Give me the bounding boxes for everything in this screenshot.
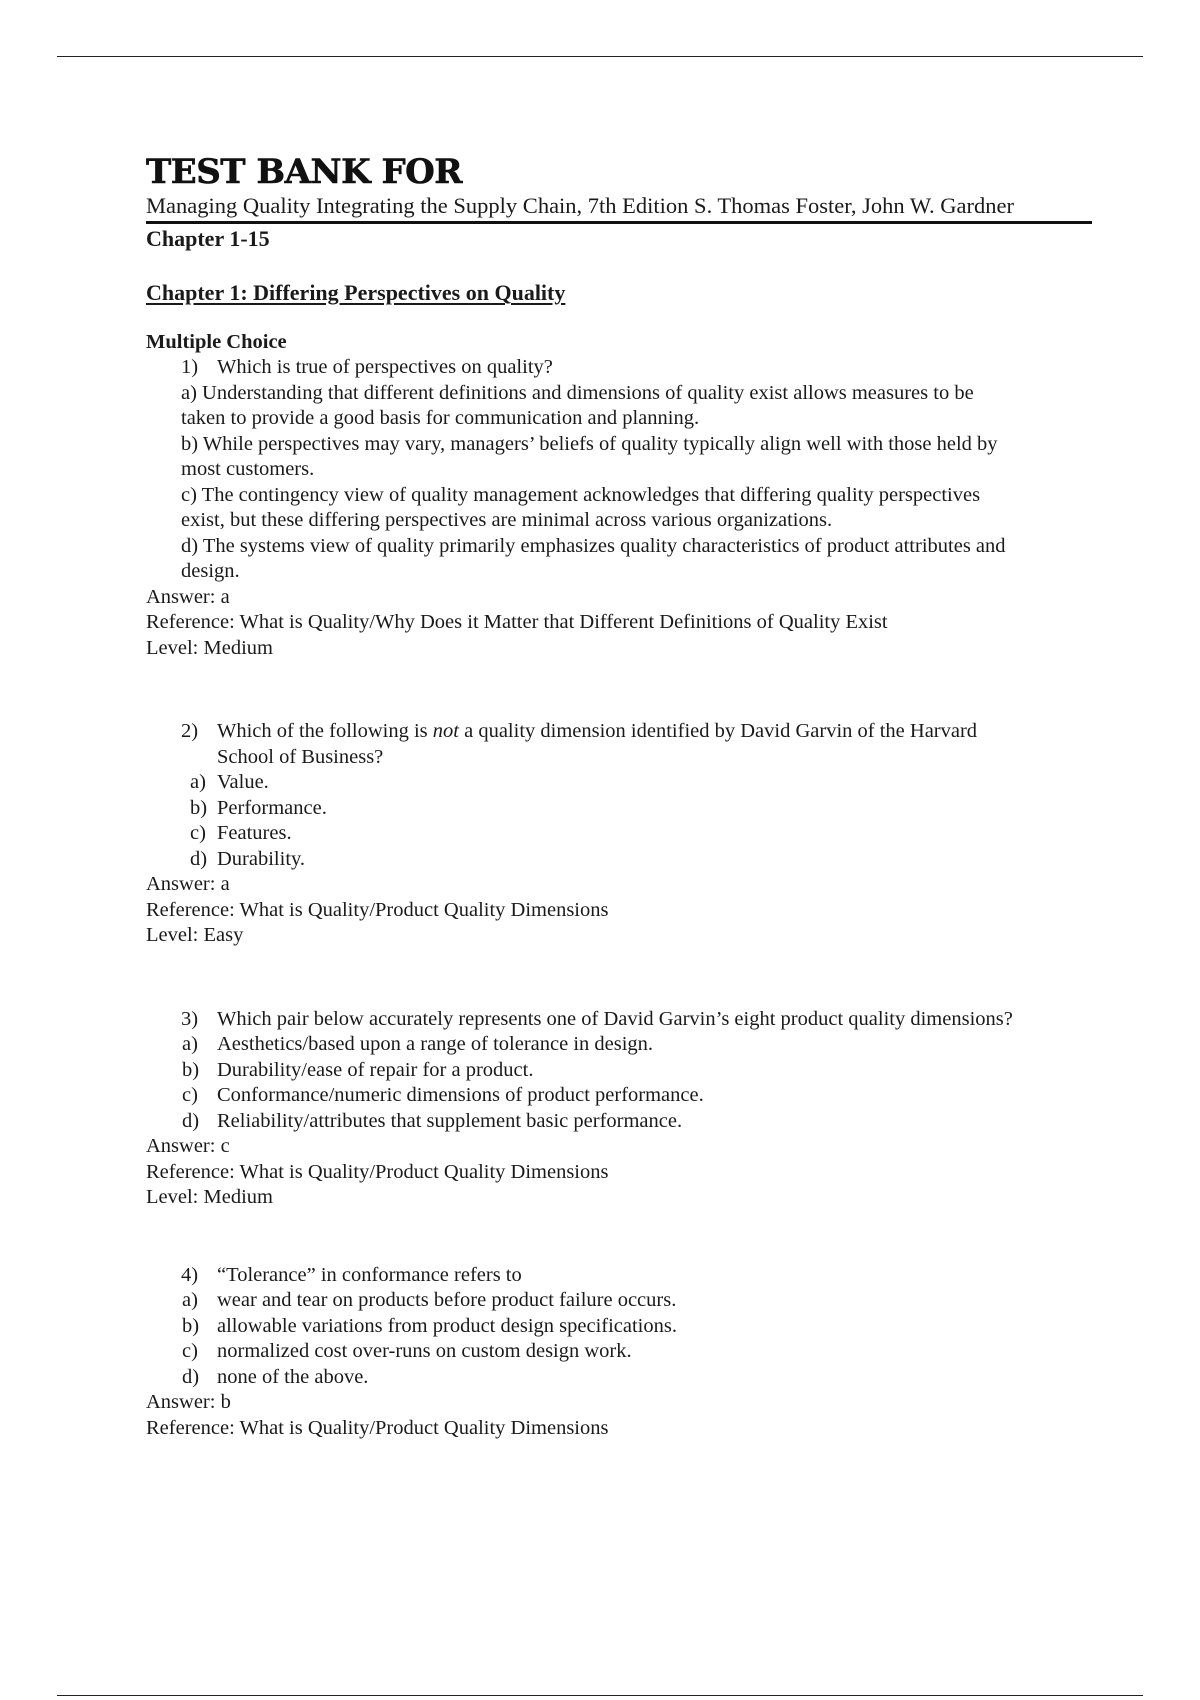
- question-stem: [146, 1007, 1106, 1033]
- level-line: Level: Medium: [146, 636, 273, 659]
- question-number: 1): [181, 356, 199, 378]
- option-letter: b): [182, 1058, 200, 1081]
- option-text: Features.: [217, 822, 292, 844]
- book-title: Managing Quality Integrating the Supply Chain, 7th Edition S. Thomas Foster, John W. Gardner: [146, 193, 1014, 218]
- section-label: Multiple Choice: [146, 331, 287, 353]
- question-spacer: [146, 661, 1106, 719]
- level-line: Level: Easy: [146, 924, 244, 946]
- question-2: [146, 719, 1106, 949]
- question-text-part: Which of the following is: [217, 720, 433, 742]
- option-text: normalized cost over-runs on custom design work.: [217, 1340, 632, 1362]
- option-letter: c): [182, 1084, 198, 1106]
- option-text: Performance.: [217, 796, 327, 819]
- reference-line: Reference: What is Quality/Product Quality Dimensions: [146, 1160, 609, 1183]
- option-line: design.: [181, 560, 240, 582]
- options-block: [146, 381, 1106, 585]
- question-text: [217, 719, 1106, 770]
- option-a: [146, 770, 1106, 796]
- option-line: b) While perspectives may vary, managers’ beliefs of quality typically align well with those held by: [181, 432, 998, 455]
- level-line: Level: Medium: [146, 1186, 273, 1208]
- question-3: [146, 1007, 1106, 1211]
- option-b: [146, 1058, 1106, 1084]
- option-c: [146, 1339, 1106, 1365]
- top-rule: [57, 56, 1143, 57]
- option-line: taken to provide a good basis for communication and planning.: [181, 407, 700, 429]
- chapter-heading: Chapter 1: Differing Perspectives on Quality: [146, 280, 566, 305]
- question-stem: [146, 719, 1106, 770]
- question-number: 2): [181, 720, 199, 742]
- option-c: [146, 1083, 1106, 1109]
- option-letter: c): [182, 1340, 198, 1362]
- option-text: wear and tear on products before product failure occurs.: [217, 1289, 677, 1311]
- option-text: Durability.: [217, 847, 306, 870]
- answer-line: Answer: a: [146, 585, 230, 608]
- option-a: [146, 1032, 1106, 1058]
- answer-line: Answer: a: [146, 873, 230, 895]
- question-text-part: a quality dimension identified by David Garvin of the Harvard: [458, 720, 978, 742]
- option-text: none of the above.: [217, 1365, 369, 1388]
- option-d: [146, 1365, 1106, 1391]
- answer-line: Answer: c: [146, 1135, 230, 1157]
- question-number: 3): [181, 1007, 199, 1030]
- option-letter: b): [182, 1314, 200, 1337]
- option-d: [146, 847, 1106, 873]
- question-number: 4): [181, 1263, 199, 1286]
- option-letter: d): [190, 847, 208, 870]
- option-b: [146, 796, 1106, 822]
- question-spacer: [146, 1211, 1106, 1263]
- page-content: [146, 152, 1106, 1441]
- option-letter: a): [190, 771, 206, 793]
- option-letter: b): [190, 796, 208, 819]
- option-d: [146, 1109, 1106, 1135]
- option-a: [146, 1288, 1106, 1314]
- bottom-rule: [57, 1695, 1143, 1696]
- option-line: exist, but these differing perspectives are minimal across various organizations.: [181, 509, 833, 531]
- option-line: a) Understanding that different definitions and dimensions of quality exist allows measures to be: [181, 381, 974, 404]
- question-text: “Tolerance” in conformance refers to: [217, 1263, 522, 1286]
- option-line: most customers.: [181, 458, 315, 480]
- option-letter: d): [182, 1109, 200, 1132]
- question-spacer: [146, 949, 1106, 1007]
- option-letter: d): [182, 1365, 200, 1388]
- question-text: Which pair below accurately represents one of David Garvin’s eight product quality dimensions?: [217, 1007, 1013, 1030]
- option-b: [146, 1314, 1106, 1340]
- question-stem: [146, 1263, 1106, 1289]
- option-letter: a): [182, 1289, 198, 1311]
- answer-line: Answer: b: [146, 1391, 231, 1413]
- option-text: allowable variations from product design specifications.: [217, 1314, 677, 1337]
- option-text: Conformance/numeric dimensions of product performance.: [217, 1084, 704, 1106]
- reference-line: Reference: What is Quality/Why Does it Matter that Different Definitions of Quality Exist: [146, 611, 888, 633]
- question-text: Which is true of perspectives on quality?: [217, 356, 553, 378]
- question-text-part: School of Business?: [217, 745, 384, 768]
- reference-line: Reference: What is Quality/Product Quality Dimensions: [146, 898, 609, 921]
- option-line: c) The contingency view of quality management acknowledges that differing quality perspectives: [181, 483, 981, 506]
- option-letter: a): [182, 1033, 198, 1055]
- option-line: d) The systems view of quality primarily emphasizes quality characteristics of product attributes and: [181, 534, 1006, 557]
- reference-line: Reference: What is Quality/Product Quality Dimensions: [146, 1416, 609, 1439]
- option-text: Aesthetics/based upon a range of tolerance in design.: [217, 1033, 654, 1055]
- option-letter: c): [190, 822, 206, 844]
- chapter-range: Chapter 1-15: [146, 226, 270, 251]
- question-emphasis: not: [432, 720, 459, 742]
- option-c: [146, 821, 1106, 847]
- option-text: Value.: [217, 771, 269, 793]
- option-text: Reliability/attributes that supplement basic performance.: [217, 1109, 683, 1132]
- question-1: [146, 355, 1106, 661]
- question-4: [146, 1263, 1106, 1442]
- question-stem: [146, 355, 1106, 381]
- option-text: Durability/ease of repair for a product.: [217, 1058, 534, 1081]
- test-bank-title: TEST BANK FOR: [146, 152, 463, 192]
